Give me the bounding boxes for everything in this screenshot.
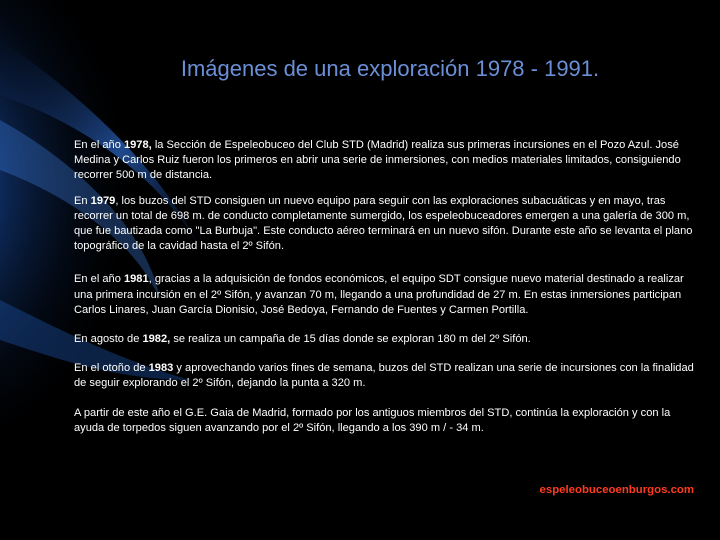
year-1978: 1978, xyxy=(123,139,152,151)
para-1978-text: la Sección de Espeleobuceo del Club STD (Madrid) realiza sus primeras incursiones en el Pozo Azul. José Medina y Carlos Ruiz fueron los primeros en abrir una serie de inmersiones, con medios materiales limitados, consiguiendo recorrer 500 m de distancia. xyxy=(74,139,681,182)
paragraph-gaia xyxy=(74,406,702,436)
slide-title: Imágenes de una exploración 1978 - 1991. xyxy=(180,56,600,81)
paragraph-1978 xyxy=(74,138,702,184)
year-1981: 1981 xyxy=(123,273,149,286)
para-1982-text: se realiza un campaña de 15 días donde se exploran 180 m del 2º Sifón. xyxy=(170,333,531,346)
year-1983: 1983 xyxy=(148,362,174,375)
para-gaia-text: A partir de este año el G.E. Gaia de Madrid, formado por los antiguos miembros del STD, continúa la exploración y con la ayuda de torpedos siguen avanzando por el 2º Sifón, llegando a los 390 m / - 34 m. xyxy=(74,406,671,434)
paragraph-1982 xyxy=(74,332,702,347)
year-1982: 1982, xyxy=(142,333,171,346)
para-1983-text: y aprovechando varios fines de semana, buzos del STD realizan una serie de incursiones con la finalidad de seguir explorando el 2º Sifón, dejando la punta a 320 m. xyxy=(74,362,694,390)
paragraph-1983 xyxy=(74,361,702,391)
para-1979-lead: En xyxy=(74,194,91,207)
footer-website-link[interactable]: espeleobuceoenburgos.com xyxy=(539,484,694,496)
para-1981-text: , gracias a la adquisición de fondos económicos, el equipo SDT consigue nuevo material destinado a realizar una primera incursión en el 2º Sifón, y avanzan 70 m, llegando a una profundidad de 27 m. En estas inmersiones participan Carlos Linares, Juan García Dionisio, José Bedoya, Fernando de Fuentes y Carmen Portilla. xyxy=(74,273,684,316)
year-1979: 1979 xyxy=(90,194,116,207)
para-1982-lead: En agosto de xyxy=(74,333,143,346)
para-1979-text: , los buzos del STD consiguen un nuevo equipo para seguir con las exploraciones subacuáticas y en mayo, tras recorrer un total de 698 m. de conducto completamente sumergido, los espeleobuceadores emergen a una galería de 300 m, que fue bautizada como "La Burbuja". Este conducto aéreo terminará en un nuevo sifón. Durante este año se levanta el plano topográfico de la cavidad hasta el 2º Sifón. xyxy=(74,194,693,253)
paragraph-1981 xyxy=(74,272,702,318)
paragraph-1979 xyxy=(74,194,702,255)
para-1981-lead: En el año xyxy=(74,273,124,286)
para-1983-lead: En el otoño de xyxy=(74,362,149,375)
slide-body xyxy=(74,138,702,446)
para-1978-lead: En el año xyxy=(74,139,124,151)
